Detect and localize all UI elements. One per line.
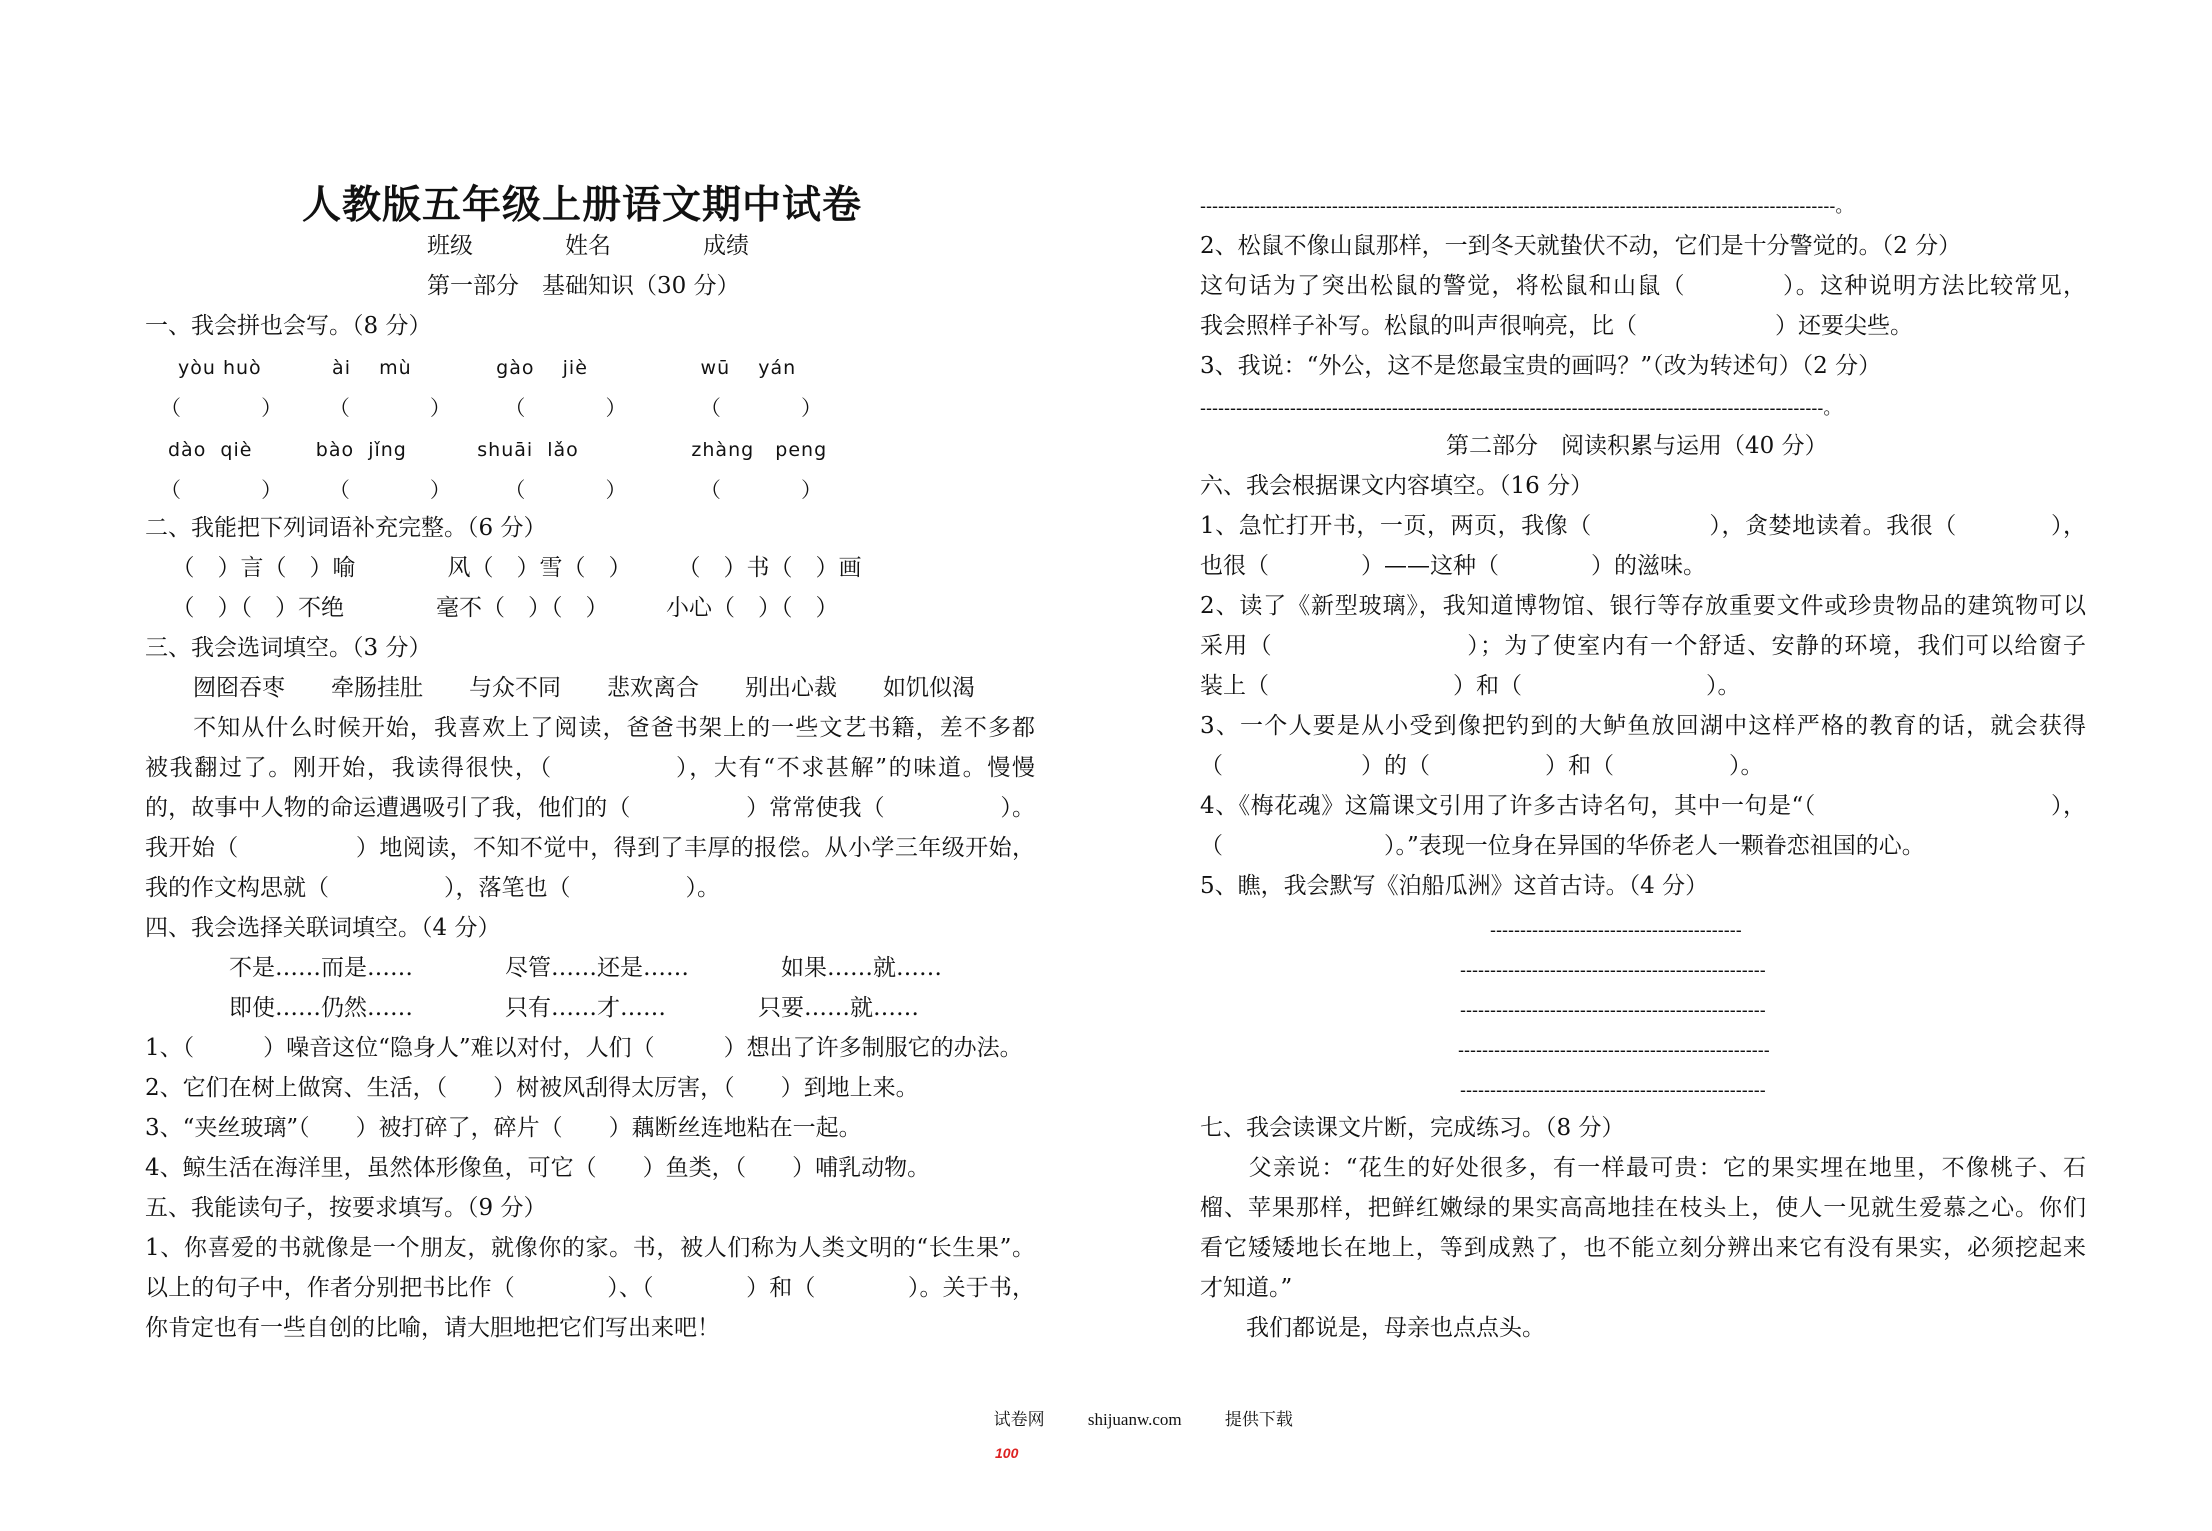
footer-provide: 提供下载 <box>1224 1410 1293 1430</box>
q3-passage-line-3: 的，故事中人物的命运遭遇吸引了我，他们的（ ）常常使我（ ）。 <box>145 795 1035 821</box>
q5-line-3: 你肯定也有一些自创的比喻，请大胆地把它们写出来吧！ <box>145 1315 720 1341</box>
q4-sentence-1: 1、（ ）噪音这位“隐身人”难以对付，人们（ ）想出了许多制服它的办法。 <box>145 1035 1023 1061</box>
student-info-line: 班级 姓名 成绩 <box>427 233 749 259</box>
q3-passage-line-4: 我开始（ ）地阅读，不知不觉中，得到了丰厚的报偿。从小学三年级开始， <box>145 835 1035 861</box>
q1-pinyin-row-2: dào qiè bào jǐng shuāi lǎo zhàng peng <box>168 439 828 461</box>
q5-line-5: 这句话为了突出松鼠的警觉，将松鼠和山鼠（ ）。这种说明方法比较常见， <box>1200 273 2086 299</box>
q5-line-6: 我会照样子补写。松鼠的叫声很响亮，比（ ）还要尖些。 <box>1200 313 1913 339</box>
part-two-heading: 第二部分 阅读积累与运用（40 分） <box>1446 433 1828 459</box>
q1-pinyin-row-1: yòu huò ài mù gào jiè wū yán <box>178 357 797 379</box>
q5-line-1: 1、你喜爱的书就像是一个朋友，就像你的家。书，被人们称为人类文明的“长生果”。 <box>145 1235 1035 1261</box>
footer-site-url[interactable]: shijuanw.com <box>1087 1410 1182 1429</box>
q6-line-7: （ ）的（ ）和（ ）。 <box>1200 753 1764 779</box>
q4-sentence-3: 3、“夹丝玻璃”（ ）被打碎了，碎片（ ）藕断丝连地粘在一起。 <box>145 1115 862 1141</box>
footer <box>940 1375 1293 1461</box>
poem-answer-line-2: --------------------------------------------------- <box>1460 960 1766 980</box>
q4-sentence-4: 4、鲸生活在海洋里，虽然体形像鱼，可它（ ）鱼类，（ ）哺乳动物。 <box>145 1155 931 1181</box>
q7-passage-line-3: 看它矮矮地长在地上，等到成熟了，也不能立刻分辨出来它有没有果实，必须挖起来 <box>1200 1235 2086 1261</box>
footer-site-cn: 试卷网 <box>993 1410 1045 1430</box>
page-title: 人教版五年级上册语文期中试卷 <box>302 182 863 228</box>
q5-line-7: 3、我说：“外公，这不是您最宝贵的画吗？”（改为转述句）（2 分） <box>1200 353 1882 379</box>
q5-answer-line-1: ----------------------------------------------------------------------------------------------------------。 <box>1200 196 1854 216</box>
q5-line-2: 以上的句子中，作者分别把书比作（ ）、（ ）和（ ）。关于书， <box>145 1275 1035 1301</box>
q7-passage-line-4: 才知道。” <box>1200 1275 1293 1301</box>
q3-word-bank: 囫囵吞枣 牵肠挂肚 与众不同 悲欢离合 别出心裁 如饥似渴 <box>170 675 975 701</box>
q3-passage-line-1: 不知从什么时候开始，我喜欢上了阅读，爸爸书架上的一些文艺书籍，差不多都 <box>145 715 1035 741</box>
poem-answer-line-1: ------------------------------------------ <box>1490 920 1742 940</box>
q6-line-1: 1、急忙打开书，一页，两页，我像（ ），贪婪地读着。我很（ ）， <box>1200 513 2086 539</box>
q7-passage-line-2: 榴、苹果那样，把鲜红嫩绿的果实高高地挂在枝头上，使人一见就生爱慕之心。你们 <box>1200 1195 2086 1221</box>
q5-heading: 五、我能读句子，按要求填写。（9 分） <box>145 1195 547 1221</box>
poem-answer-line-4: ---------------------------------------------------- <box>1458 1040 1770 1060</box>
q1-answer-row-1: （ ） （ ） （ ） （ ） <box>160 396 822 420</box>
q2-row-2: （ ）（ ）不绝 毫不（ ）（ ） 小心（ ）（ ） <box>160 595 839 621</box>
q6-line-3: 2、读了《新型玻璃》，我知道博物馆、银行等存放重要文件或珍贵物品的建筑物可以 <box>1200 593 2086 619</box>
q6-line-4: 采用（ ）；为了使室内有一个舒适、安静的环境，我们可以给窗子 <box>1200 633 2086 659</box>
q3-passage-line-2: 被我翻过了。刚开始，我读得很快，（ ），大有“不求甚解”的味道。慢慢 <box>145 755 1035 781</box>
q3-passage-line-5: 我的作文构思就（ ），落笔也（ ）。 <box>145 875 720 901</box>
q4-heading: 四、我会选择关联词填空。（4 分） <box>145 915 501 941</box>
q6-line-8: 4、《梅花魂》这篇课文引用了许多古诗名句，其中一句是“（ ）， <box>1200 793 2086 819</box>
poem-answer-line-5: --------------------------------------------------- <box>1460 1080 1766 1100</box>
q1-heading: 一、我会拼也会写。（8 分） <box>145 313 432 339</box>
poem-answer-line-3: --------------------------------------------------- <box>1460 1000 1766 1020</box>
q2-heading: 二、我能把下列词语补充完整。（6 分） <box>145 515 547 541</box>
q6-line-5: 装上（ ）和（ ）。 <box>1200 673 1741 699</box>
svg-text:100: 100 <box>995 1444 1019 1461</box>
q7-passage-line-1: 父亲说：“花生的好处很多，有一样最可贵：它的果实埋在地里，不像桃子、石 <box>1200 1155 2086 1181</box>
q6-line-9: （ ）。”表现一位身在异国的华侨老人一颗眷恋祖国的心。 <box>1200 833 1925 859</box>
q6-line-6: 3、一个人要是从小受到像把钓到的大鲈鱼放回湖中这样严格的教育的话，就会获得 <box>1200 713 2086 739</box>
q6-line-2: 也很（ ）——这种（ ）的滋味。 <box>1200 553 1706 579</box>
q1-answer-row-2: （ ） （ ） （ ） （ ） <box>160 478 822 502</box>
q7-passage-line-5: 我们都说是，母亲也点点头。 <box>1200 1315 1545 1341</box>
q6-line-10: 5、瞧，我会默写《泊船瓜洲》这首古诗。（4 分） <box>1200 873 1709 899</box>
q2-row-1: （ ）言（ ）喻 风（ ）雪（ ） （ ）书（ ）画 <box>160 555 862 581</box>
site-logo-icon <box>962 1412 1019 1461</box>
q5-line-4: 2、松鼠不像山鼠那样，一到冬天就蛰伏不动，它们是十分警觉的。（2 分） <box>1200 233 1962 259</box>
q5-answer-line-2: --------------------------------------------------------------------------------------------------------。 <box>1200 398 1842 418</box>
q4-options-row-1: 不是……而是…… 尽管……还是…… 如果……就…… <box>160 955 942 981</box>
q4-sentence-2: 2、它们在树上做窝、生活，（ ）树被风刮得太厉害，（ ）到地上来。 <box>145 1075 919 1101</box>
q4-options-row-2: 即使……仍然…… 只有……才…… 只要……就…… <box>160 995 919 1021</box>
part-one-heading: 第一部分 基础知识（30 分） <box>427 273 740 299</box>
q7-heading: 七、我会读课文片断，完成练习。（8 分） <box>1200 1115 1625 1141</box>
q3-heading: 三、我会选词填空。（3 分） <box>145 635 432 661</box>
q6-heading: 六、我会根据课文内容填空。（16 分） <box>1200 473 1594 499</box>
